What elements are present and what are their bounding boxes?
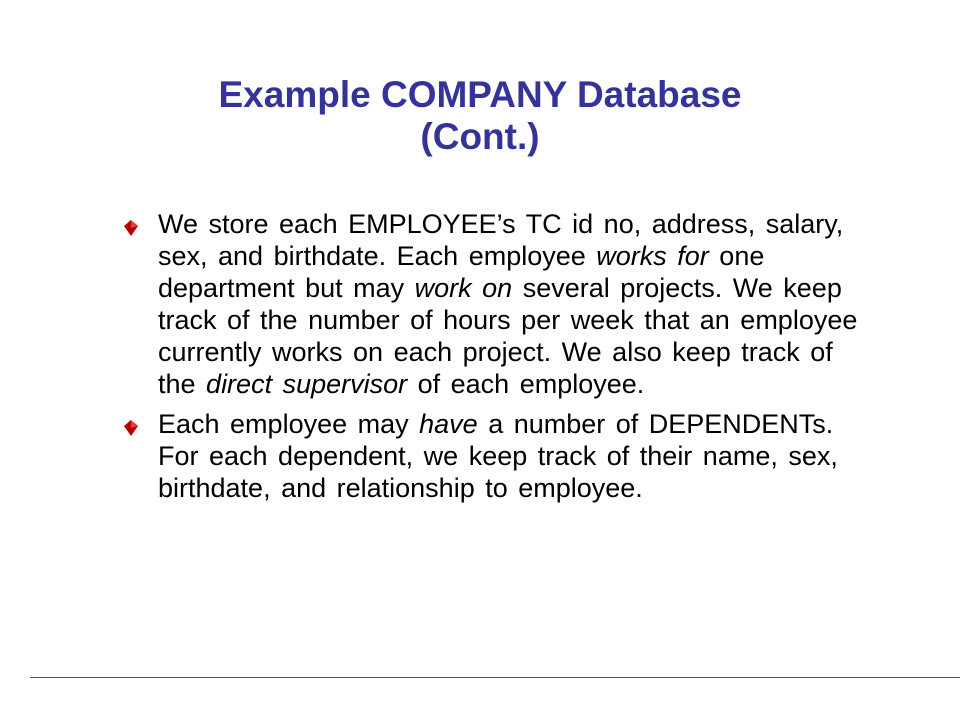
bullet-list [120,208,880,512]
title-line-2: (Cont.) [420,116,540,157]
red-diamond-bullet-icon [124,220,138,236]
bullet-text-employee: We store each EMPLOYEE’s TC id no, address, salary, sex, and birthdate. Each employee works for one department but may work on several projects. We keep track of the number of hours per week that an employee currently works on each project. We also keep track of the direct supervisor of each employee. [158,209,858,399]
bullet-item-employee [120,208,880,400]
slide-title [90,74,870,158]
red-diamond-bullet-icon [124,420,138,436]
bullet-item-dependents [120,408,880,504]
footer-divider [30,677,960,678]
title-line-1: Example COMPANY Database [218,74,742,115]
bullet-text-dependents: Each employee may have a number of DEPENDENTs. For each dependent, we keep track of their name, sex, birthdate, and relationship to employee. [158,409,838,503]
